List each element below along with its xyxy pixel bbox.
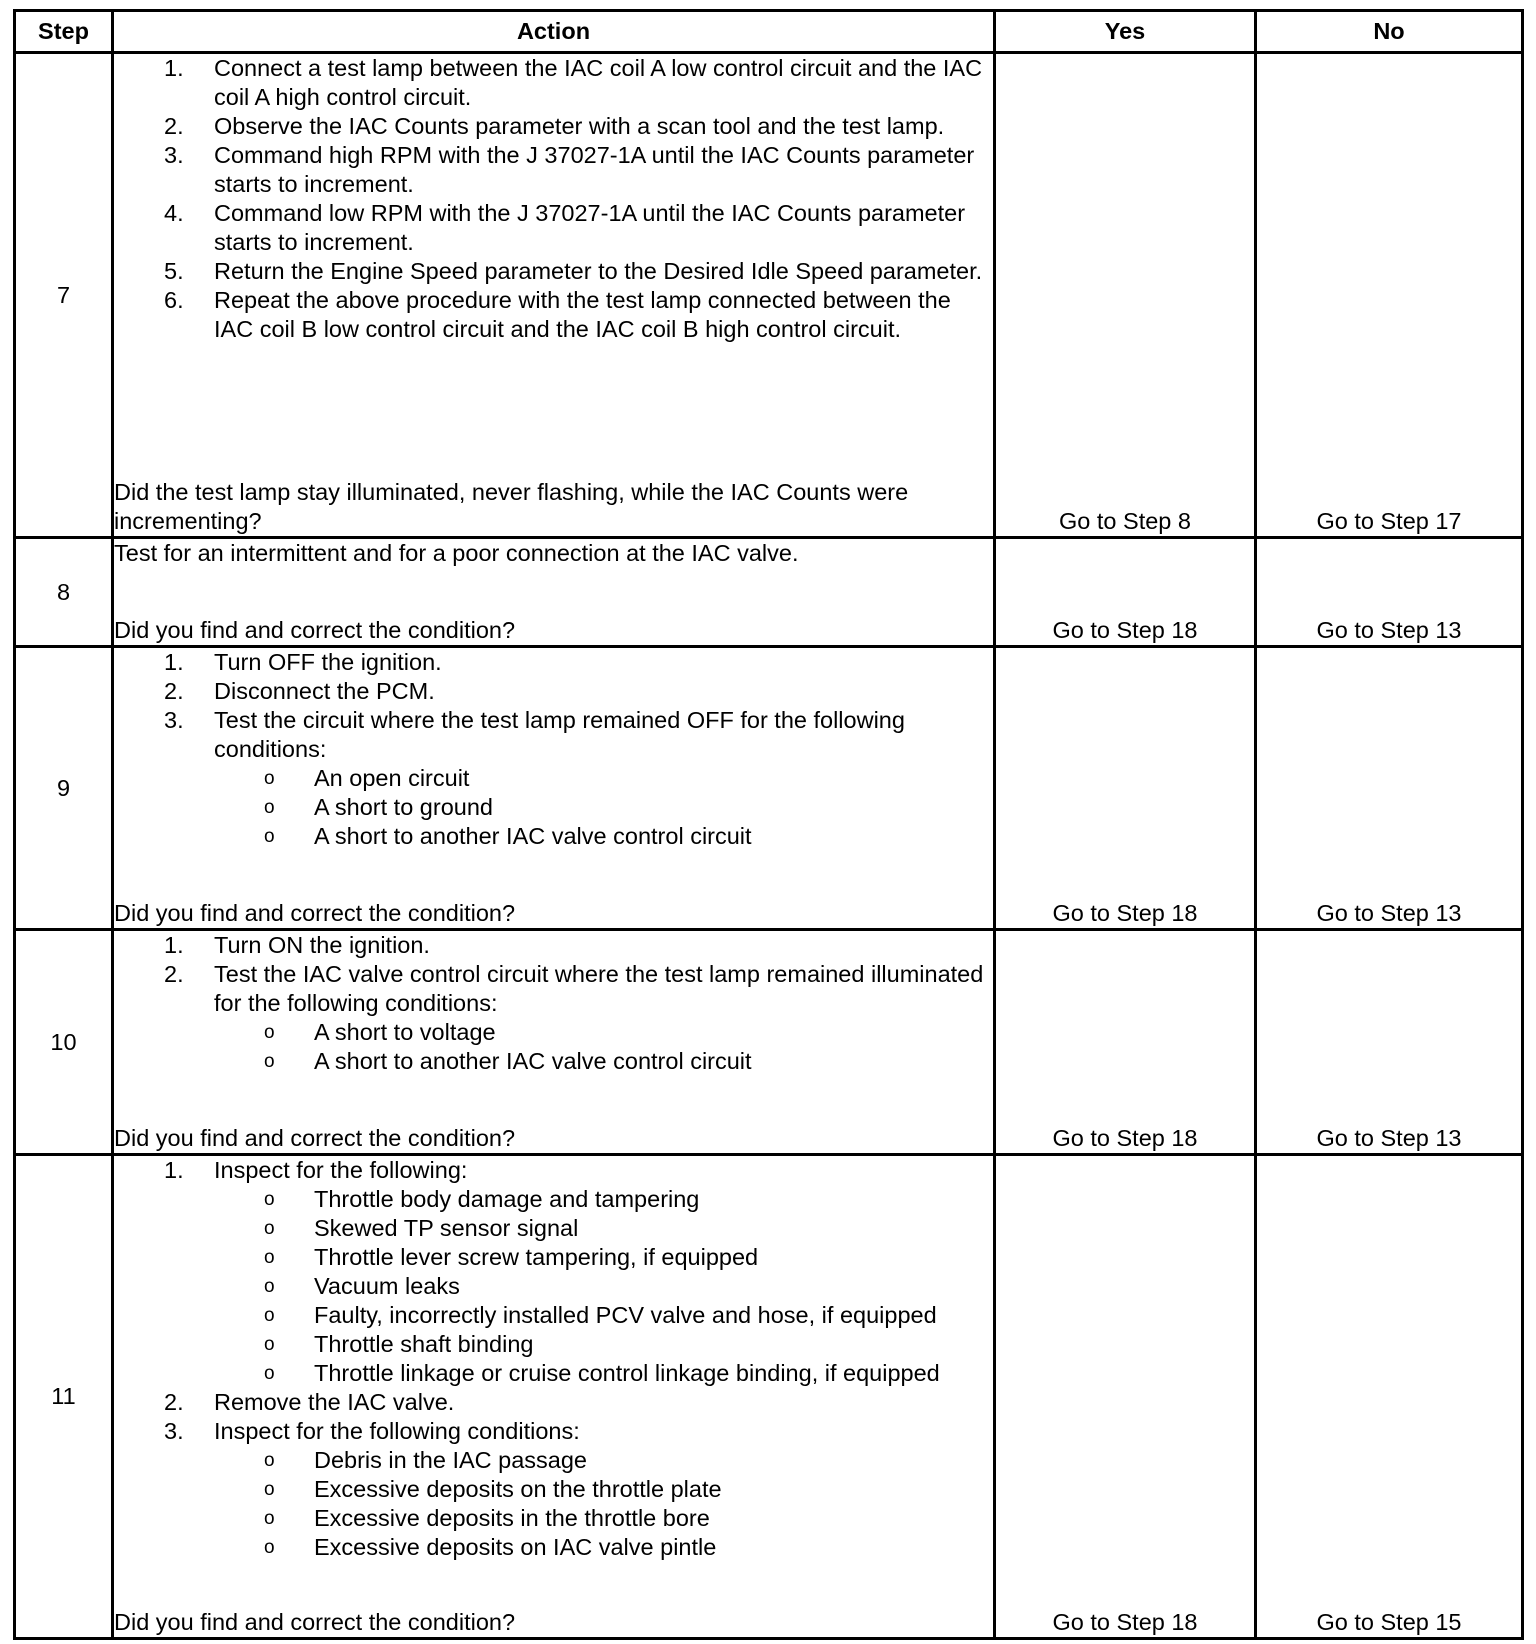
bullet-item: o Faulty, incorrectly installed PCV valve and hose, if equipped [264, 1302, 937, 1328]
list-item: 2. Test the IAC valve control circuit where the test lamp remained illuminated for the following conditions: o A short to voltage o A short to another IAC valve control circuit [114, 960, 993, 1076]
list-item: 1. Connect a test lamp between the IAC coil A low control circuit and the IAC coil A high control circuit. [164, 55, 983, 110]
bullet-item: o Throttle linkage or cruise control linkage binding, if equipped [264, 1360, 940, 1386]
bullet-item: o Throttle body damage and tampering [264, 1186, 700, 1212]
table-header-row [16, 12, 1524, 54]
bullet-item: o Excessive deposits on IAC valve pintle [264, 1534, 717, 1560]
table-row [16, 539, 1524, 648]
list-item: 5. Return the Engine Speed parameter to the Desired Idle Speed parameter. [164, 258, 983, 284]
bullet-item: o A short to voltage [264, 1019, 496, 1045]
header-action: Action [114, 12, 996, 54]
numbered-steps [114, 1156, 993, 1562]
step-number: 10 [16, 931, 114, 1156]
circle-bullet-icon: o [264, 1051, 275, 1072]
no-result: Go to Step 13 [1257, 539, 1524, 648]
circle-bullet-icon: o [264, 1537, 275, 1558]
bullet-item: o Throttle lever screw tampering, if equipped [264, 1244, 759, 1270]
bullet-item: o A short to ground [264, 794, 493, 820]
action-cell [114, 648, 996, 931]
circle-bullet-icon: o [264, 1022, 275, 1043]
step-number: 9 [16, 648, 114, 931]
numbered-steps [114, 54, 993, 344]
header-no: No [1257, 12, 1524, 54]
list-item: 1. Turn ON the ignition. [164, 932, 430, 958]
circle-bullet-icon: o [264, 826, 275, 847]
question-text: Did you find and correct the condition? [114, 900, 516, 926]
circle-bullet-icon: o [264, 1218, 275, 1239]
list-item: 1. Inspect for the following: o Throttle body damage and tampering o Skewed TP sensor signal o Throttle lever screw tampering, if equipped o Vacuum leaks o Faulty, incorrectly installed PCV valve and hose, if equipped o Throttle shaft binding o Throttle linkage or cruise control linkage binding, if equipped [114, 1156, 993, 1388]
question-text: Did you find and correct the condition? [114, 1125, 516, 1151]
list-item: 1. Turn OFF the ignition. [164, 649, 442, 675]
yes-result: Go to Step 18 [996, 539, 1257, 648]
question-text: Did you find and correct the condition? [114, 1609, 516, 1635]
intro-text: Test for an intermittent and for a poor connection at the IAC valve. [114, 540, 799, 566]
circle-bullet-icon: o [264, 1305, 275, 1326]
action-cell [114, 931, 996, 1156]
yes-result: Go to Step 8 [996, 54, 1257, 539]
list-item: 4. Command low RPM with the J 37027-1A until the IAC Counts parameter starts to increment. [164, 200, 966, 255]
bullet-item: o A short to another IAC valve control circuit [264, 1048, 752, 1074]
bullet-item: o Excessive deposits on the throttle plate [264, 1476, 722, 1502]
yes-result: Go to Step 18 [996, 1156, 1257, 1640]
step-number: 8 [16, 539, 114, 648]
list-item: 2. Remove the IAC valve. [164, 1389, 455, 1415]
yes-result: Go to Step 18 [996, 648, 1257, 931]
bullet-list [214, 1185, 993, 1388]
no-result: Go to Step 15 [1257, 1156, 1524, 1640]
circle-bullet-icon: o [264, 1247, 275, 1268]
step-number: 11 [16, 1156, 114, 1640]
table-row [16, 931, 1524, 1156]
action-cell [114, 54, 996, 539]
yes-result: Go to Step 18 [996, 931, 1257, 1156]
table-row [16, 54, 1524, 539]
list-item: 3. Test the circuit where the test lamp remained OFF for the following conditions: o An open circuit o A short to ground o A short to another IAC valve control circuit [114, 706, 993, 851]
step-number: 7 [16, 54, 114, 539]
bullet-item: o Debris in the IAC passage [264, 1447, 588, 1473]
list-item: 6. Repeat the above procedure with the test lamp connected between the IAC coil B low control circuit and the IAC coil B high control circuit. [164, 287, 951, 342]
no-result: Go to Step 13 [1257, 648, 1524, 931]
table-row [16, 1156, 1524, 1640]
list-item: 3. Inspect for the following conditions: o Debris in the IAC passage o Excessive deposits on the throttle plate o Excessive deposits in the throttle bore o Excessive deposits on IAC valve pintle [114, 1417, 993, 1562]
action-cell [114, 1156, 996, 1640]
action-cell [114, 539, 996, 648]
list-item: 2. Disconnect the PCM. [164, 678, 435, 704]
circle-bullet-icon: o [264, 1479, 275, 1500]
list-item: 2. Observe the IAC Counts parameter with a scan tool and the test lamp. [164, 113, 945, 139]
bullet-item: o A short to another IAC valve control circuit [264, 823, 752, 849]
circle-bullet-icon: o [264, 1189, 275, 1210]
bullet-item: o An open circuit [264, 765, 470, 791]
bullet-item: o Throttle shaft binding [264, 1331, 534, 1357]
circle-bullet-icon: o [264, 797, 275, 818]
table-row [16, 648, 1524, 931]
circle-bullet-icon: o [264, 768, 275, 789]
diagnostic-table [13, 9, 1524, 1640]
bullet-list [214, 764, 993, 851]
circle-bullet-icon: o [264, 1334, 275, 1355]
header-step: Step [16, 12, 114, 54]
circle-bullet-icon: o [264, 1276, 275, 1297]
numbered-steps [114, 648, 993, 851]
numbered-steps [114, 931, 993, 1076]
bullet-list [214, 1446, 993, 1562]
no-result: Go to Step 17 [1257, 54, 1524, 539]
circle-bullet-icon: o [264, 1450, 275, 1471]
circle-bullet-icon: o [264, 1363, 275, 1384]
question-text: Did you find and correct the condition? [114, 617, 516, 643]
bullet-list [214, 1018, 993, 1076]
question-text: Did the test lamp stay illuminated, never flashing, while the IAC Counts were incrementing? [114, 479, 909, 534]
bullet-item: o Vacuum leaks [264, 1273, 460, 1299]
bullet-item: o Excessive deposits in the throttle bore [264, 1505, 710, 1531]
header-yes: Yes [996, 12, 1257, 54]
bullet-item: o Skewed TP sensor signal [264, 1215, 579, 1241]
list-item: 3. Command high RPM with the J 37027-1A until the IAC Counts parameter starts to increment. [164, 142, 975, 197]
no-result: Go to Step 13 [1257, 931, 1524, 1156]
circle-bullet-icon: o [264, 1508, 275, 1529]
